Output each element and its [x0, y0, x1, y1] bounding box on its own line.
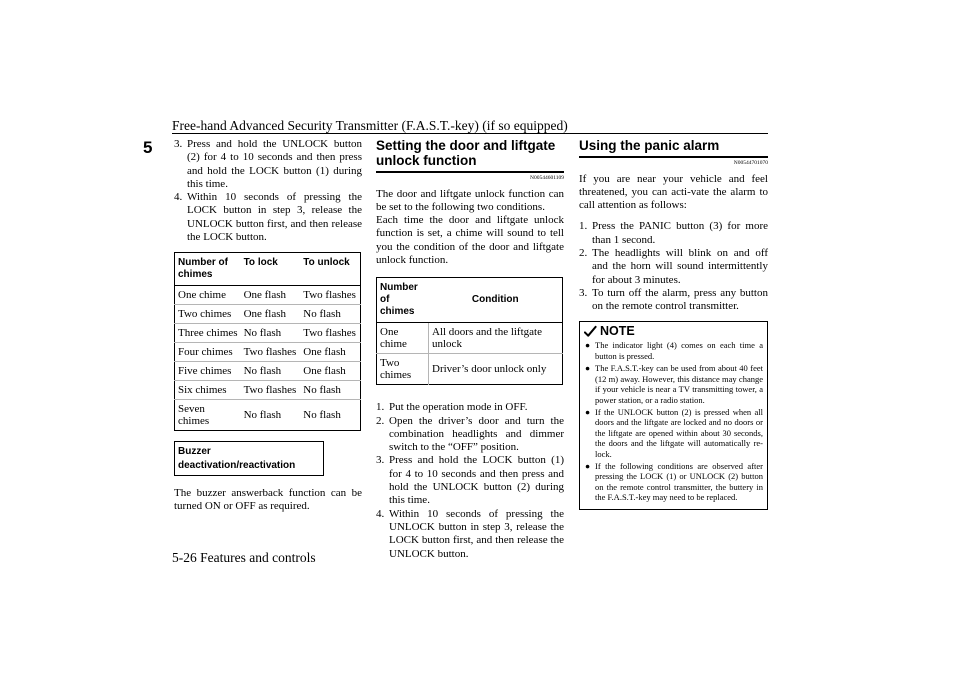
- table-cell: One flash: [300, 362, 360, 381]
- buzzer-heading: Buzzer deactivation/reactivation: [174, 441, 324, 476]
- table-cell: One flash: [241, 305, 301, 324]
- step-number: 1.: [579, 220, 588, 233]
- table-cell: No flash: [241, 362, 301, 381]
- note-item: [584, 363, 763, 405]
- note-item: [584, 407, 763, 459]
- table-cell: All doors and the liftgate unlock: [429, 323, 563, 354]
- step-number: 3.: [174, 138, 183, 150]
- table-row: [175, 343, 361, 362]
- intro-paragraph: If you are near your vehicle and feel threatened, you can acti-vate the alarm to call attention as follows:: [579, 172, 768, 212]
- table-header-row: [377, 278, 563, 323]
- table-row: [175, 400, 361, 431]
- bullet-icon: ●: [585, 406, 591, 417]
- step-item: [579, 247, 768, 287]
- table-cell: One chime: [377, 323, 429, 354]
- table-cell: Driver’s door unlock only: [429, 354, 563, 385]
- step-text: Put the operation mode in OFF.: [389, 401, 528, 414]
- section-title: Setting the door and liftgate unlock function: [376, 138, 556, 168]
- page-footer: 5-26 Features and controls: [172, 550, 316, 565]
- table-header-row: [175, 253, 361, 286]
- table-cell: Two chimes: [175, 305, 241, 324]
- table-header: To lock: [241, 253, 301, 286]
- column-1: [174, 138, 362, 514]
- intro-paragraph: The door and liftgate unlock function can be set to the following two conditions.: [376, 187, 564, 213]
- bullet-icon: ●: [585, 460, 591, 471]
- table-cell: Two chimes: [377, 354, 429, 385]
- table-cell: Five chimes: [175, 362, 241, 381]
- step-number: 4.: [376, 507, 385, 520]
- table-cell: No flash: [241, 324, 301, 343]
- table-header: To unlock: [300, 253, 360, 286]
- column-3: [579, 138, 768, 510]
- step-text: Within 10 seconds of pressing the LOCK button in step 3, release the UNLOCK button first, and then release the LOCK button.: [187, 191, 362, 244]
- table-cell: Two flashes: [241, 381, 301, 400]
- step-number: 3.: [376, 454, 385, 467]
- step-item: [579, 220, 768, 247]
- note-item-text: The F.A.S.T.-key can be used from about 40 feet (12 m) away. However, this distance may change if your vehicle is near a TV transmitting tower, a power station, or a radio station.: [595, 363, 763, 405]
- table-cell: Three chimes: [175, 324, 241, 343]
- step-text: Press the PANIC button (3) for more than 1 second.: [592, 220, 768, 246]
- table-header: Condition: [429, 278, 563, 323]
- table-header: Number of chimes: [377, 278, 429, 323]
- table-cell: No flash: [300, 381, 360, 400]
- step-item: [376, 454, 564, 507]
- step-item: [376, 508, 564, 561]
- note-item-text: The indicator light (4) comes on each time a button is pressed.: [595, 340, 763, 361]
- bullet-icon: ●: [585, 363, 591, 374]
- step-number: 3.: [579, 286, 588, 299]
- column-2: [376, 138, 564, 561]
- step-item: [174, 138, 362, 191]
- step-text: Press and hold the LOCK button (1) for 4 to 10 seconds and then press and hold the UNLOCK button (2) during this time.: [389, 454, 564, 507]
- step-item: [376, 415, 564, 455]
- note-item-text: If the UNLOCK button (2) is pressed when all doors and the liftgate are locked and no doors or the liftgate are opened within about 30 seconds, the doors and the liftgate will automatically re-lock.: [595, 406, 763, 459]
- pencil-check-icon: [584, 325, 597, 338]
- table-cell: One flash: [241, 286, 301, 305]
- step-text: The headlights will blink on and off and the horn will sound intermittently for about 3 minutes.: [592, 246, 768, 286]
- step-number: 2.: [579, 246, 588, 259]
- bullet-icon: ●: [585, 340, 591, 351]
- table-row: [175, 381, 361, 400]
- table-cell: Two flashes: [300, 324, 360, 343]
- table-cell: Two flashes: [300, 286, 360, 305]
- intro-paragraph: Each time the door and liftgate unlock function is set, a chime will sound to tell you the condition of the door and liftgate unlock function.: [376, 214, 564, 266]
- section-rule: [376, 171, 564, 173]
- section-title: Using the panic alarm: [579, 138, 720, 153]
- table-cell: No flash: [300, 305, 360, 324]
- table-cell: Six chimes: [175, 381, 241, 400]
- table-cell: Two flashes: [241, 343, 301, 362]
- step-number: 1.: [376, 401, 385, 414]
- section-rule: [579, 156, 768, 158]
- table-row: [175, 324, 361, 343]
- table-row: [377, 354, 563, 385]
- step-text: Press and hold the UNLOCK button (2) for 4 to 10 seconds and then press and hold the LOCK button (1) during this time.: [187, 138, 362, 190]
- table-cell: Seven chimes: [175, 400, 241, 431]
- step-item: [174, 191, 362, 244]
- table-cell: No flash: [241, 400, 301, 431]
- table-row: [377, 323, 563, 354]
- section-code: N00544701070: [733, 159, 768, 166]
- page-header-title: Free-hand Advanced Security Transmitter (F.A.S.T.-key) (if so equipped): [172, 118, 568, 133]
- table-cell: Four chimes: [175, 343, 241, 362]
- section-code: N00544601109: [529, 174, 564, 181]
- table-cell: One chime: [175, 286, 241, 305]
- header-rule: [172, 133, 768, 134]
- condition-table: [376, 277, 563, 385]
- table-header: Number of chimes: [175, 253, 241, 286]
- note-item: [584, 340, 763, 361]
- chapter-tab: 5: [143, 138, 153, 157]
- table-row: [175, 362, 361, 381]
- buzzer-text: The buzzer answerback function can be turned ON or OFF as required.: [174, 486, 362, 513]
- note-label: NOTE: [600, 324, 635, 339]
- step-number: 4.: [174, 191, 183, 204]
- table-cell: One flash: [300, 343, 360, 362]
- table-cell: No flash: [300, 400, 360, 431]
- step-number: 2.: [376, 414, 385, 427]
- step-item: [376, 401, 564, 414]
- note-item-text: If the following conditions are observed after pressing the LOCK (1) or UNLOCK (2) button on the remote control transmitter, the buttery in the F.A.S.T.-key may need to be replaced.: [595, 460, 763, 503]
- step-text: Within 10 seconds of pressing the UNLOCK button in step 3, release the LOCK button first, and then release the UNLOCK button.: [389, 507, 564, 560]
- table-row: [175, 305, 361, 324]
- note-box: [579, 321, 768, 509]
- note-header: [584, 324, 763, 338]
- step-text: To turn off the alarm, press any button on the remote control transmitter.: [592, 286, 768, 313]
- chime-table: [174, 252, 361, 431]
- note-item: [584, 461, 763, 503]
- table-row: [175, 286, 361, 305]
- step-text: Open the driver’s door and turn the combination headlights and dimmer switch to the “OFF” position.: [389, 414, 564, 454]
- step-item: [579, 287, 768, 314]
